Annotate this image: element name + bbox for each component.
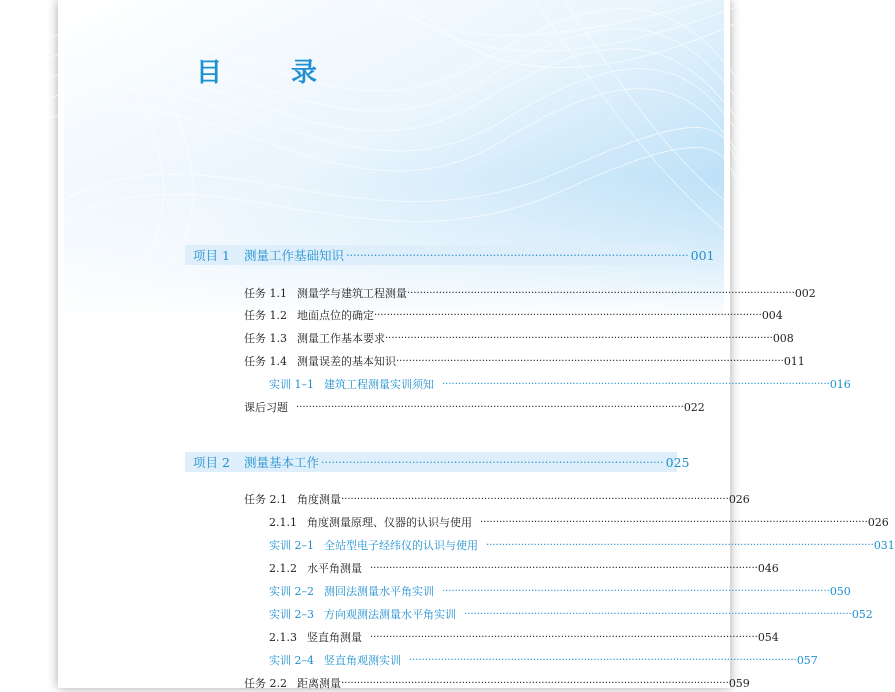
project-title: 测量工作基础知识	[243, 248, 344, 263]
entry-title: 课后习题	[244, 401, 288, 414]
entry-number: 任务 1.2	[244, 309, 287, 322]
entry-page: 011	[783, 354, 805, 368]
entry-number: 2.1.2	[269, 561, 297, 575]
toc-entry-practice[interactable]	[269, 651, 818, 669]
entry-title: 竖直角观测实训	[324, 654, 401, 667]
entry-title: 角度测量	[297, 493, 341, 506]
project-page: 001	[690, 247, 715, 263]
dot-leader: ··························································································································	[385, 332, 773, 344]
entry-title: 角度测量原理、仪器的认识与使用	[307, 516, 472, 529]
dot-leader: ··························································································································	[370, 562, 758, 574]
dot-leader: ··························································································································	[442, 585, 830, 597]
entry-number: 任务 2.1	[244, 493, 287, 506]
toc-entry[interactable]	[244, 352, 805, 370]
toc-entry[interactable]	[269, 513, 889, 531]
project-heading[interactable]	[185, 245, 715, 265]
dot-leader: ··························································································································	[370, 631, 758, 643]
entry-number: 2.1.1	[269, 515, 297, 529]
project-number: 项目 1	[193, 248, 230, 263]
project-number: 项目 2	[193, 455, 230, 470]
entry-page: 046	[757, 561, 779, 575]
dot-leader: ··························································································································	[486, 539, 874, 551]
toc-entry[interactable]	[244, 284, 816, 302]
entry-page: 004	[761, 308, 783, 322]
entry-number: 任务 2.2	[244, 677, 287, 690]
toc-entry[interactable]	[244, 398, 705, 416]
dot-leader: ··························································································································	[480, 516, 868, 528]
entry-page: 016	[829, 377, 851, 391]
project-page: 025	[665, 454, 690, 470]
project-heading[interactable]	[185, 452, 690, 472]
entry-number: 实训 2–4	[269, 654, 314, 667]
entry-title: 测量工作基本要求	[297, 332, 385, 345]
entry-number: 任务 1.3	[244, 332, 287, 345]
entry-page: 008	[772, 331, 794, 345]
toc-entry[interactable]	[244, 306, 783, 324]
entry-page: 031	[873, 538, 895, 552]
dot-leader: ··························································································································	[341, 677, 729, 689]
entry-title: 建筑工程测量实训须知	[324, 378, 434, 391]
toc-entry[interactable]	[244, 674, 750, 692]
entry-title: 测量学与建筑工程测量	[297, 287, 407, 300]
entry-page: 052	[851, 607, 873, 621]
dot-leader: ··························································································································	[296, 401, 684, 413]
entry-number: 任务 1.4	[244, 355, 287, 368]
entry-number: 实训 2–1	[269, 539, 314, 552]
toc-page	[64, 0, 895, 690]
toc-entry-practice[interactable]	[269, 375, 851, 393]
toc-entry[interactable]	[244, 490, 750, 508]
entry-number: 2.1.3	[269, 630, 297, 644]
entry-number: 任务 1.1	[244, 287, 287, 300]
toc-entry-practice[interactable]	[269, 536, 895, 554]
dot-leader: ··································································································	[345, 248, 689, 262]
dot-leader: ··························································································································	[442, 378, 830, 390]
dot-leader: ··························································································································	[464, 608, 852, 620]
entry-title: 方向观测法测量水平角实训	[324, 608, 456, 621]
toc-entry-practice[interactable]	[269, 582, 851, 600]
entry-title: 距离测量	[297, 677, 341, 690]
toc-entry[interactable]	[269, 628, 779, 646]
entry-page: 059	[728, 676, 750, 690]
dot-leader: ··································································································	[320, 455, 664, 469]
entry-page: 050	[829, 584, 851, 598]
entry-title: 测回法测量水平角实训	[324, 585, 434, 598]
entry-page: 022	[683, 400, 705, 414]
entry-title: 水平角测量	[307, 562, 362, 575]
dot-leader: ··························································································································	[341, 493, 729, 505]
toc-entry[interactable]	[244, 329, 794, 347]
toc-entry-practice[interactable]	[269, 605, 873, 623]
dot-leader: ··························································································································	[409, 654, 797, 666]
entry-page: 026	[867, 515, 889, 529]
entry-title: 测量误差的基本知识	[297, 355, 396, 368]
dot-leader: ··························································································································	[396, 355, 784, 367]
toc-entry[interactable]	[269, 559, 779, 577]
entry-page: 054	[757, 630, 779, 644]
entry-number: 实训 2–3	[269, 608, 314, 621]
page-title: 目 录	[196, 58, 348, 88]
entry-title: 全站型电子经纬仪的认识与使用	[324, 539, 478, 552]
dot-leader: ··························································································································	[407, 287, 795, 299]
entry-page: 026	[728, 492, 750, 506]
entry-title: 地面点位的确定	[297, 309, 374, 322]
entry-number: 实训 2–2	[269, 585, 314, 598]
entry-number: 实训 1–1	[269, 378, 314, 391]
entry-page: 057	[796, 653, 818, 667]
entry-page: 002	[794, 286, 816, 300]
project-title: 测量基本工作	[243, 455, 319, 470]
dot-leader: ··························································································································	[374, 309, 762, 321]
entry-title: 竖直角测量	[307, 631, 362, 644]
decorative-wave-background	[64, 0, 724, 320]
